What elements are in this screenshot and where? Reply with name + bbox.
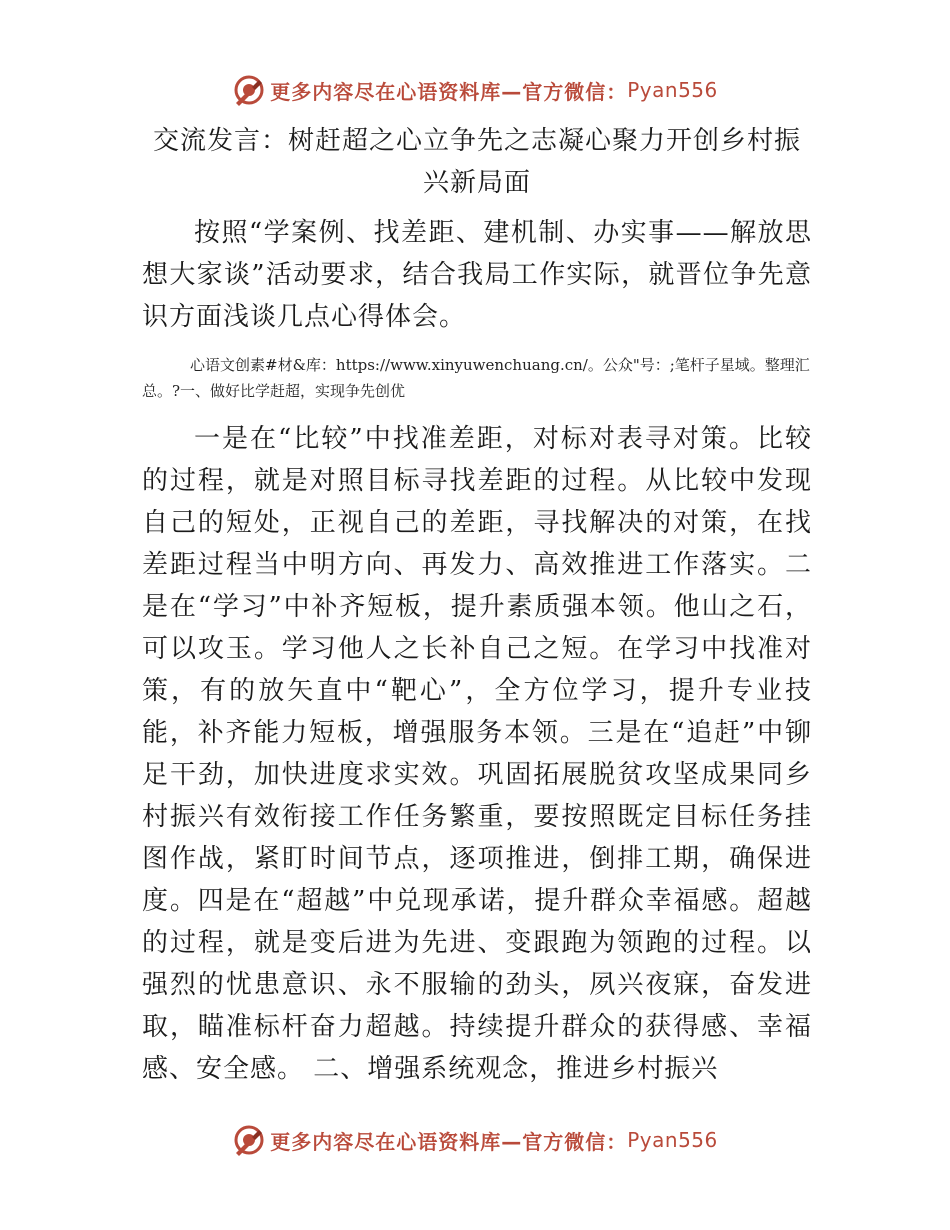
- footer-banner-text: 更多内容尽在心语资料库—官方微信：: [270, 1129, 628, 1154]
- intro-paragraph: 按照“学案例、找差距、建机制、办实事——解放思想大家谈”活动要求，结合我局工作实际，就晋位争先意识方面浅谈几点心得体会。: [142, 218, 812, 332]
- pen-logo-icon: [232, 73, 266, 107]
- document-title: 交流发言：树赶超之心立争先之志凝心聚力开创乡村振兴新局面: [152, 126, 801, 198]
- footer-banner: [0, 1120, 950, 1160]
- pen-logo-icon: [232, 1123, 266, 1157]
- header-banner: [0, 70, 950, 110]
- body-paragraph: 一是在“比较”中找准差距，对标对表寻对策。比较的过程，就是对照目标寻找差距的过程。从比较中发现自己的短处，正视自己的差距，寻找解决的对策，在找差距过程当中明方向、再发力、高效推进工作落实。二是在“学习”中补齐短板，提升素质强本领。他山之石，可以攻玉。学习他人之长补自己之短。在学习中找准对策，有的放矢直中“靶心”，全方位学习，提升专业技能，补齐能力短板，增强服务本领。三是在“追赶”中铆足干劲，加快进度求实效。巩固拓展脱贫攻坚成果同乡村振兴有效衔接工作任务繁重，要按照既定目标任务挂图作战，紧盯时间节点，逐项推进，倒排工期，确保进度。四是在“超越”中兑现承诺，提升群众幸福感。超越的过程，就是变后进为先进、变跟跑为领跑的过程。以强烈的忧患意识、永不服输的劲头，夙兴夜寐，奋发进取，瞄准标杆奋力超越。持续提升群众的获得感、幸福感、安全感。 二、增强系统观念，推进乡村振兴: [142, 424, 812, 1084]
- header-banner-contact: Pyan556: [627, 78, 718, 102]
- footer-banner-contact: Pyan556: [627, 1128, 718, 1152]
- source-note: 心语文创素#材&库：https://www.xinyuwenchuang.cn/。公众"号：;笔杆子星域。整理汇总。?一、做好比学赶超，实现争先创优: [142, 356, 810, 400]
- header-banner-text: 更多内容尽在心语资料库—官方微信：: [270, 79, 628, 104]
